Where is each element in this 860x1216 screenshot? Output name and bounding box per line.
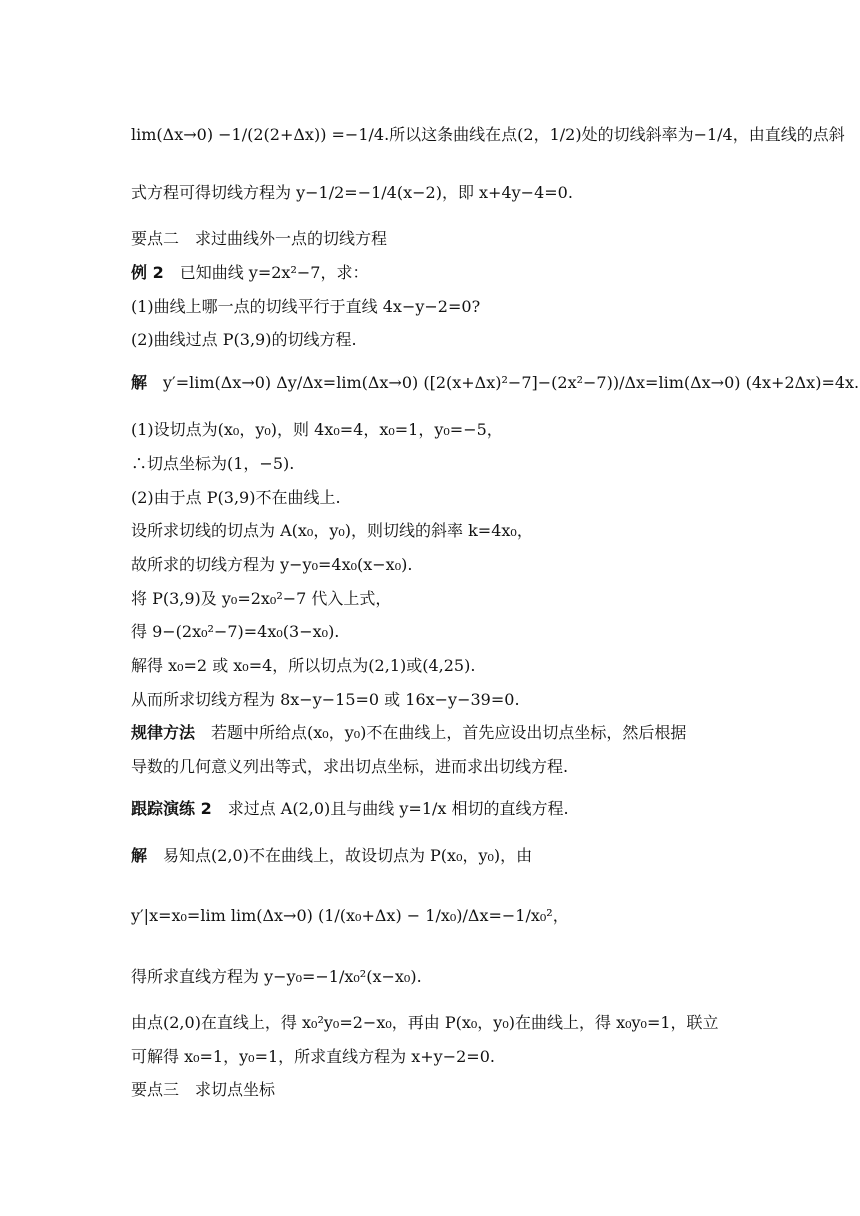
text-segment: 式方程可得切线方程为 y−1/2=−1/4(x−2)，即 x+4y−4=0. xyxy=(131,183,573,202)
text-line xyxy=(131,1046,495,1068)
label-bold: 规律方法 xyxy=(131,723,196,742)
text-line xyxy=(131,1079,275,1101)
text-line xyxy=(131,798,569,820)
text-line xyxy=(131,228,387,250)
text-segment: 要点三 求切点坐标 xyxy=(131,1080,276,1099)
text-line xyxy=(131,554,412,576)
text-segment: 将 P(3,9)及 y₀=2x₀²−7 代入上式， xyxy=(131,589,392,608)
text-line xyxy=(131,329,357,351)
text-segment: 导数的几何意义列出等式，求出切点坐标，进而求出切线方程. xyxy=(131,757,569,776)
text-segment: 易知点(2,0)不在曲线上，故设切点为 P(x₀，y₀)，由 xyxy=(147,846,533,865)
text-line xyxy=(131,182,573,204)
label-bold: 跟踪演练 2 xyxy=(131,799,212,818)
text-line xyxy=(131,621,339,643)
text-line xyxy=(131,966,422,988)
text-line xyxy=(131,722,686,744)
text-line xyxy=(131,588,391,610)
label-bold: 例 2 xyxy=(131,263,164,282)
text-segment: 已知曲线 y=2x²−7，求： xyxy=(163,263,369,282)
text-segment: y′|x=x₀=lim lim(Δx→0) (1/(x₀+Δx) − 1/x₀)/Δx=−1/x₀²， xyxy=(131,906,569,925)
text-segment: 解得 x₀=2 或 x₀=4，所以切点为(2,1)或(4,25). xyxy=(131,656,476,675)
text-line xyxy=(131,1012,719,1034)
text-line xyxy=(131,487,341,509)
text-segment: ∴切点坐标为(1，−5). xyxy=(131,454,295,473)
text-segment: 从而所求切线方程为 8x−y−15=0 或 16x−y−39=0. xyxy=(131,690,520,709)
text-segment: 求过点 A(2,0)且与曲线 y=1/x 相切的直线方程. xyxy=(211,799,569,818)
text-segment: 得所求直线方程为 y−y₀=−1/x₀²(x−x₀). xyxy=(131,967,422,986)
text-segment: 得 9−(2x₀²−7)=4x₀(3−x₀). xyxy=(131,622,340,641)
text-line xyxy=(131,262,368,284)
text-line xyxy=(131,655,475,677)
text-line xyxy=(131,689,520,711)
label-bold: 解 xyxy=(131,373,148,392)
text-segment: y′=lim(Δx→0) Δy/Δx=lim(Δx→0) ([2(x+Δx)²−7]−(2x²−7))/Δx=lim(Δx→0) (4x+2Δx)=4x. xyxy=(147,373,860,392)
text-segment: (2)曲线过点 P(3,9)的切线方程. xyxy=(131,330,357,349)
text-segment: 若题中所给点(x₀，y₀)不在曲线上，首先应设出切点坐标，然后根据 xyxy=(195,723,687,742)
text-segment: 设所求切线的切点为 A(x₀，y₀)，则切线的斜率 k=4x₀， xyxy=(131,521,533,540)
text-segment: 要点二 求过曲线外一点的切线方程 xyxy=(131,229,388,248)
text-line xyxy=(131,296,480,318)
text-line xyxy=(131,419,503,441)
text-segment: (2)由于点 P(3,9)不在曲线上. xyxy=(131,488,341,507)
text-segment: lim(Δx→0) −1/(2(2+Δx)) =−1/4.所以这条曲线在点(2，1/2)处的切线斜率为−1/4，由直线的点斜 xyxy=(131,125,845,144)
text-line xyxy=(131,905,569,927)
text-line xyxy=(131,520,533,542)
text-line xyxy=(131,372,859,394)
text-line xyxy=(131,124,845,146)
text-segment: (1)曲线上哪一点的切线平行于直线 4x−y−2=0? xyxy=(131,297,481,316)
label-bold: 解 xyxy=(131,846,148,865)
text-segment: 可解得 x₀=1，y₀=1，所求直线方程为 x+y−2=0. xyxy=(131,1047,495,1066)
text-segment: 由点(2,0)在直线上，得 x₀²y₀=2−x₀，再由 P(x₀，y₀)在曲线上，得 x₀y₀=1，联立 xyxy=(131,1013,719,1032)
text-line xyxy=(131,453,294,475)
text-line xyxy=(131,756,568,778)
text-segment: (1)设切点为(x₀，y₀)，则 4x₀=4，x₀=1，y₀=−5， xyxy=(131,420,503,439)
text-segment: 故所求的切线方程为 y−y₀=4x₀(x−x₀). xyxy=(131,555,413,574)
text-line xyxy=(131,845,532,867)
